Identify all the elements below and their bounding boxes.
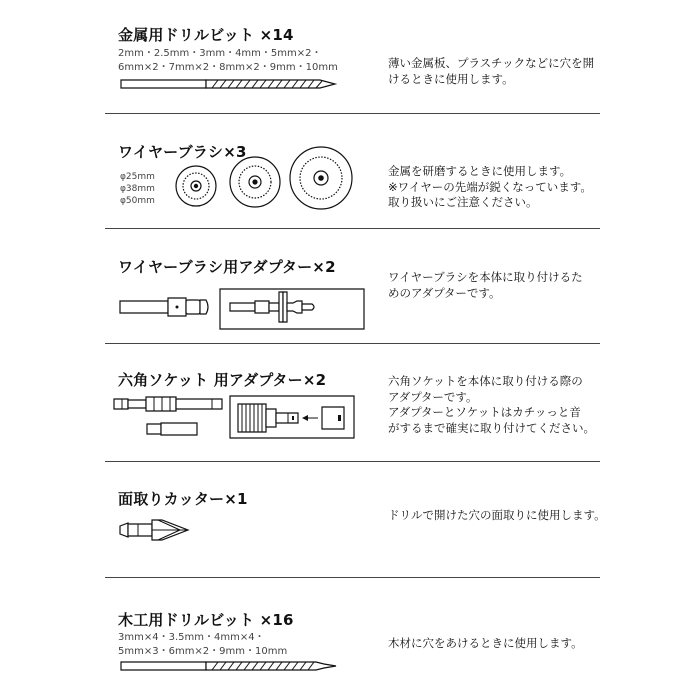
- wood-drill-bit-sizes: [118, 631, 287, 659]
- wire-brush-adapter-title: ワイヤーブラシ用アダプター×2: [118, 258, 336, 276]
- size-line: 6mm×2・7mm×2・8mm×2・9mm・10mm: [118, 62, 338, 73]
- metal-drill-bit-illustration: [120, 77, 340, 91]
- wire-brush-title: ワイヤーブラシ×3: [118, 143, 247, 161]
- metal-drill-bit-description: [388, 56, 603, 87]
- wire-brush-adapter-description: [388, 270, 603, 301]
- hex-socket-adapter-illustration: [112, 390, 362, 442]
- metal-drill-bit-title: 金属用ドリルビット ×14: [118, 26, 294, 44]
- wire-brush-adapter-illustration: [118, 284, 368, 334]
- wire-brush-diameters: [120, 171, 155, 207]
- size-line: 2mm・2.5mm・3mm・4mm・5mm×2・: [118, 48, 322, 59]
- desc-line: ドリルで開けた穴の面取りに使用します。: [388, 508, 606, 522]
- desc-line: 六角ソケットを本体に取り付ける際の: [388, 374, 583, 388]
- desc-line: ※ワイヤーの先端が鋭くなっています。: [388, 179, 592, 194]
- divider: [105, 228, 600, 229]
- desc-line: アダプターです。: [388, 389, 478, 404]
- wood-drill-bit-description: [388, 636, 603, 652]
- divider: [105, 343, 600, 344]
- diameter-label: φ38mm: [120, 184, 155, 194]
- desc-line: 金属を研磨するときに使用します。: [388, 164, 572, 178]
- diameter-label: φ25mm: [120, 172, 155, 182]
- hex-socket-adapter-title: 六角ソケット 用アダプター×2: [118, 371, 327, 389]
- hex-socket-adapter-description: [388, 374, 603, 436]
- divider: [105, 461, 600, 462]
- desc-line: 薄い金属板、プラスチックなどに穴を開: [388, 56, 595, 70]
- wood-drill-bit-title: 木工用ドリルビット ×16: [118, 611, 294, 629]
- size-line: 5mm×3・6mm×2・9mm・10mm: [118, 646, 288, 657]
- chamfer-cutter-description: [388, 508, 606, 524]
- desc-line: 取り扱いにご注意ください。: [388, 195, 538, 209]
- desc-line: 木材に穴をあけるときに使用します。: [388, 636, 583, 650]
- desc-line: けるときに使用します。: [388, 71, 514, 86]
- size-line: 3mm×4・3.5mm・4mm×4・: [118, 632, 265, 643]
- desc-line: がするまで確実に取り付けてください。: [388, 420, 595, 435]
- desc-line: めのアダプターです。: [388, 285, 501, 300]
- wood-drill-bit-illustration: [120, 659, 340, 673]
- divider: [105, 577, 600, 578]
- divider: [105, 113, 600, 114]
- chamfer-cutter-title: 面取りカッター×1: [118, 490, 248, 508]
- wire-brush-illustration: [168, 148, 358, 218]
- chamfer-cutter-illustration: [118, 518, 198, 544]
- diameter-label: φ50mm: [120, 196, 155, 206]
- metal-drill-bit-sizes: [118, 47, 338, 75]
- wire-brush-description: [388, 164, 603, 211]
- desc-line: ワイヤーブラシを本体に取り付けるた: [388, 270, 583, 284]
- desc-line: アダプターとソケットはカチッっと音: [388, 405, 581, 419]
